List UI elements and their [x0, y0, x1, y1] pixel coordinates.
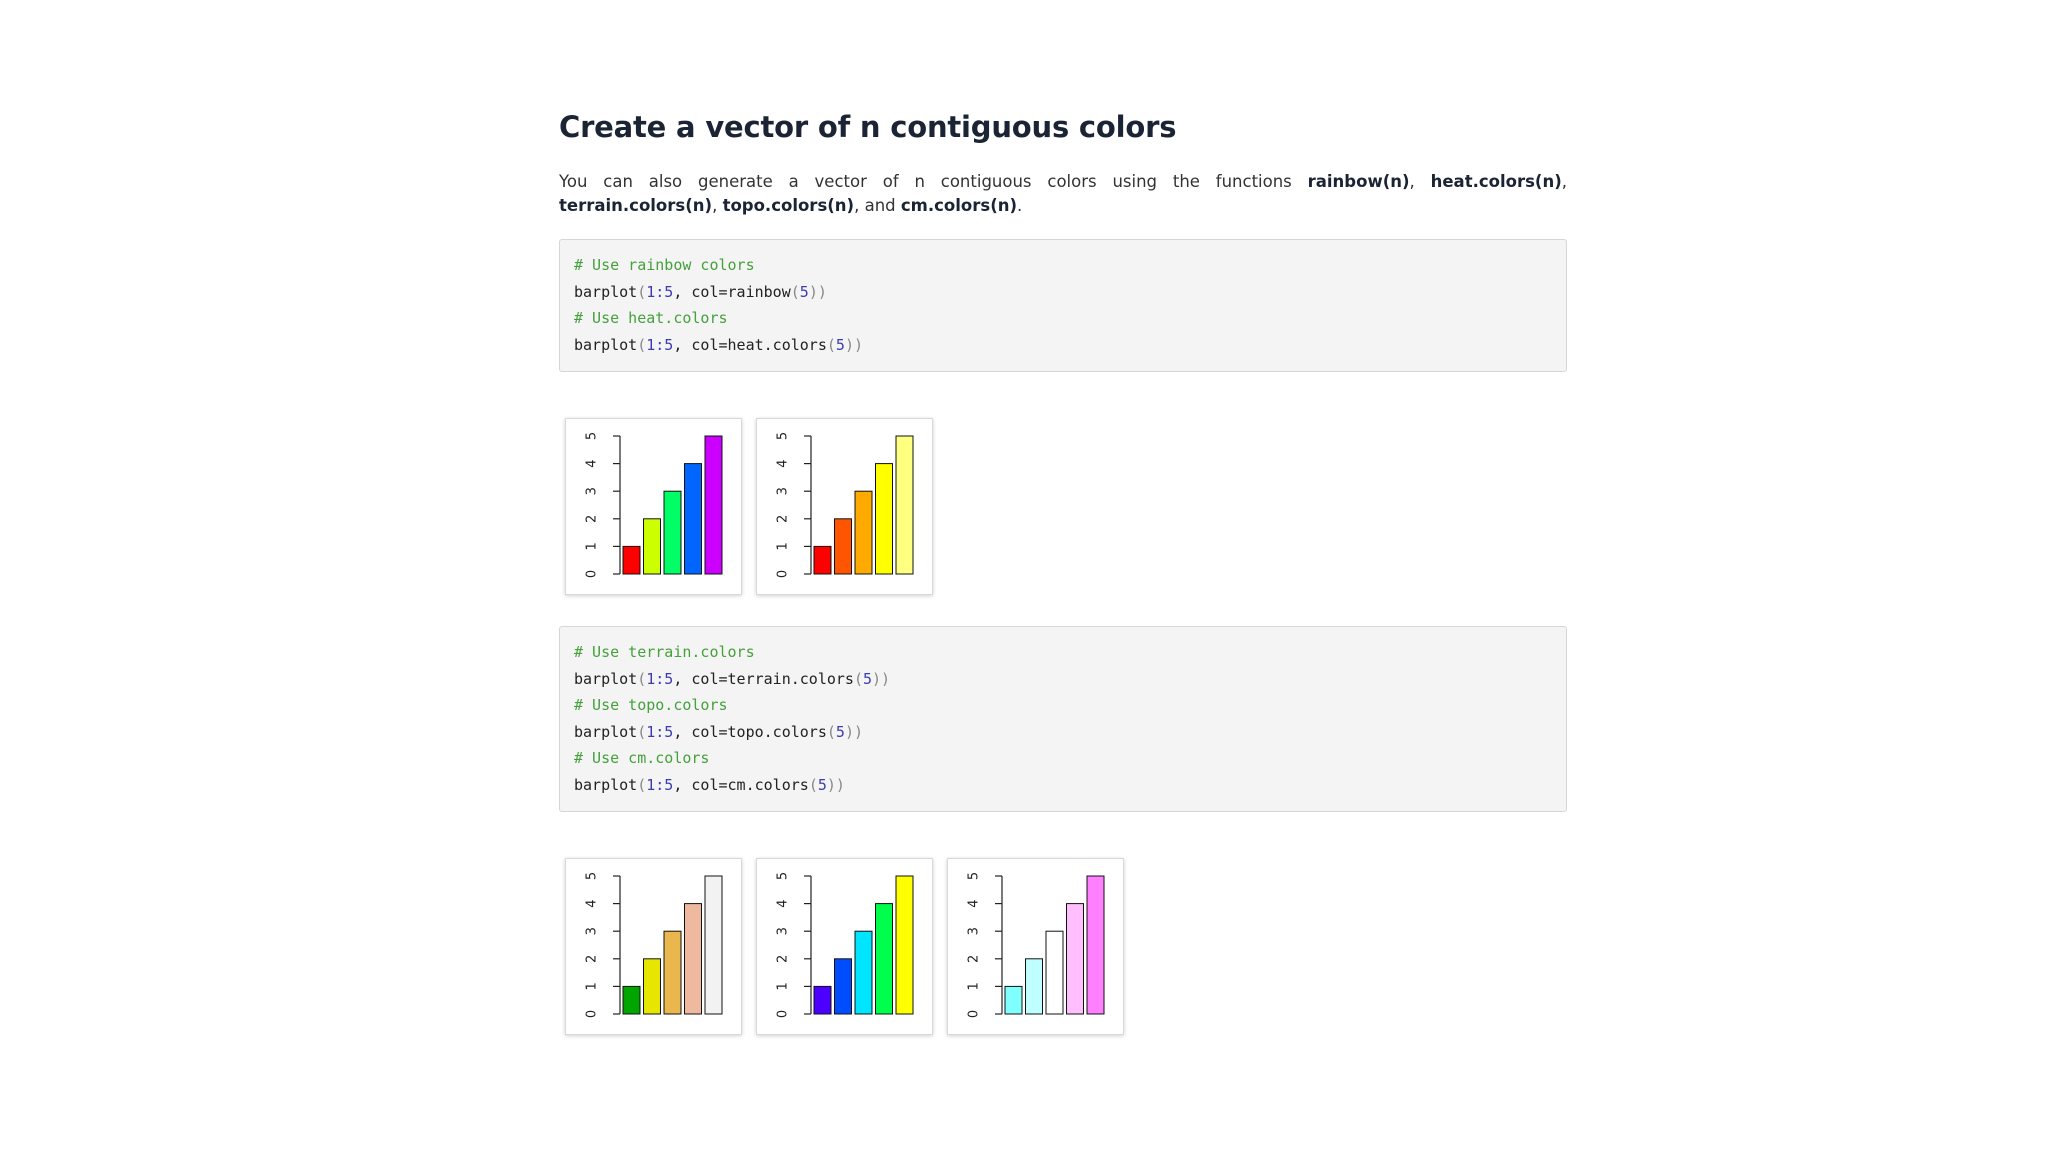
- plot-row-2: [565, 858, 1124, 1035]
- bar-5: [896, 436, 913, 574]
- article-section: [559, 108, 1567, 1019]
- barplot-svg: [757, 859, 932, 1034]
- code-line: [574, 776, 845, 794]
- code-number: 1:5: [646, 282, 674, 301]
- code-number: 1:5: [646, 722, 674, 741]
- bar-3: [1046, 931, 1063, 1014]
- fn-terrain-colors: terrain.colors(n): [559, 196, 713, 215]
- y-tick-label: 2: [966, 954, 982, 963]
- code-line: [574, 670, 890, 688]
- bar-2: [644, 519, 661, 574]
- code-paren: )): [844, 722, 863, 741]
- intro-separator: ,: [1561, 172, 1567, 191]
- bar-4: [1067, 904, 1084, 1014]
- fn-heat-colors: heat.colors(n): [1430, 172, 1562, 191]
- bar-5: [1087, 876, 1104, 1014]
- code-comment: # Use topo.colors: [574, 696, 728, 714]
- bar-5: [896, 876, 913, 1014]
- plot-cm-colors: [947, 858, 1124, 1035]
- y-tick-label: 2: [584, 514, 600, 523]
- code-paren: (: [637, 335, 647, 354]
- bar-4: [876, 464, 893, 574]
- y-tick-label: 1: [966, 982, 982, 991]
- code-number: 5: [799, 282, 809, 301]
- code-number: 1:5: [646, 335, 674, 354]
- bar-2: [835, 519, 852, 574]
- y-tick-label: 2: [775, 514, 791, 523]
- barplot-svg: [757, 419, 932, 594]
- code-number: 1:5: [646, 775, 674, 794]
- intro-end: .: [1017, 196, 1023, 215]
- intro-paragraph: [559, 170, 1567, 218]
- code-comment: # Use heat.colors: [574, 309, 728, 327]
- code-fn: barplot: [574, 282, 638, 301]
- code-paren: (: [637, 775, 647, 794]
- y-tick-label: 3: [775, 487, 791, 496]
- code-line: [574, 283, 827, 301]
- y-tick-label: 4: [966, 899, 982, 908]
- bar-1: [814, 986, 831, 1014]
- y-tick-label: 5: [775, 431, 791, 441]
- y-tick-label: 4: [775, 459, 791, 468]
- code-paren: )): [872, 669, 891, 688]
- intro-separator: ,: [712, 196, 723, 215]
- barplot-svg: [566, 859, 741, 1034]
- code-line: [574, 723, 863, 741]
- bar-1: [623, 986, 640, 1014]
- y-tick-label: 3: [966, 927, 982, 936]
- bar-1: [1005, 986, 1022, 1014]
- y-tick-label: 1: [584, 542, 600, 551]
- bar-5: [705, 436, 722, 574]
- code-paren: (: [826, 335, 836, 354]
- bar-3: [664, 491, 681, 574]
- code-arg: , col=: [673, 722, 728, 741]
- bar-4: [876, 904, 893, 1014]
- code-paren: (: [826, 722, 836, 741]
- code-colfn: topo.colors: [727, 722, 827, 741]
- y-tick-label: 4: [584, 459, 600, 468]
- fn-cm-colors: cm.colors(n): [900, 196, 1018, 215]
- code-colfn: terrain.colors: [727, 669, 854, 688]
- bar-2: [644, 959, 661, 1014]
- code-comment: # Use cm.colors: [574, 749, 710, 767]
- code-block-2[interactable]: [559, 626, 1567, 812]
- code-paren: )): [808, 282, 827, 301]
- code-arg: , col=: [673, 335, 728, 354]
- code-fn: barplot: [574, 335, 638, 354]
- section-title: Create a vector of n contiguous colors: [559, 110, 1177, 144]
- bar-3: [664, 931, 681, 1014]
- code-number: 5: [835, 335, 845, 354]
- y-tick-label: 0: [584, 1009, 600, 1019]
- bar-4: [685, 464, 702, 574]
- code-comment: # Use rainbow colors: [574, 256, 755, 274]
- intro-text: You can also generate a vector of n contiguous colors using the functions: [559, 172, 1308, 191]
- y-tick-label: 3: [584, 487, 600, 496]
- plot-terrain-colors: [565, 858, 742, 1035]
- bar-3: [855, 931, 872, 1014]
- y-tick-label: 4: [775, 899, 791, 908]
- code-comment: # Use terrain.colors: [574, 643, 755, 661]
- y-tick-label: 4: [584, 899, 600, 908]
- code-arg: , col=: [673, 282, 728, 301]
- y-tick-label: 3: [775, 927, 791, 936]
- y-tick-label: 0: [775, 569, 791, 579]
- y-tick-label: 1: [775, 542, 791, 551]
- code-colfn: rainbow: [727, 282, 791, 301]
- bar-4: [685, 904, 702, 1014]
- bar-2: [835, 959, 852, 1014]
- code-number: 5: [835, 722, 845, 741]
- code-colfn: heat.colors: [727, 335, 827, 354]
- intro-separator: , and: [854, 196, 901, 215]
- y-tick-label: 5: [966, 871, 982, 881]
- code-paren: (: [808, 775, 818, 794]
- y-tick-label: 1: [584, 982, 600, 991]
- y-tick-label: 5: [775, 871, 791, 881]
- code-paren: (: [637, 282, 647, 301]
- intro-separator: ,: [1409, 172, 1431, 191]
- y-tick-label: 5: [584, 431, 600, 441]
- bar-2: [1026, 959, 1043, 1014]
- code-paren: (: [637, 669, 647, 688]
- y-tick-label: 0: [584, 569, 600, 579]
- bar-3: [855, 491, 872, 574]
- code-number: 5: [863, 669, 873, 688]
- code-paren: )): [844, 335, 863, 354]
- code-number: 5: [817, 775, 827, 794]
- plot-topo-colors: [756, 858, 933, 1035]
- y-tick-label: 1: [775, 982, 791, 991]
- code-paren: (: [853, 669, 863, 688]
- y-tick-label: 5: [584, 871, 600, 881]
- code-paren: (: [637, 722, 647, 741]
- plot-row-1: [565, 418, 933, 595]
- fn-rainbow: rainbow(n): [1307, 172, 1410, 191]
- bar-1: [623, 546, 640, 574]
- code-line: [574, 336, 863, 354]
- y-tick-label: 0: [966, 1009, 982, 1019]
- code-paren: (: [790, 282, 800, 301]
- y-tick-label: 3: [584, 927, 600, 936]
- code-arg: , col=: [673, 669, 728, 688]
- code-block-1[interactable]: [559, 239, 1567, 372]
- bar-1: [814, 546, 831, 574]
- code-fn: barplot: [574, 775, 638, 794]
- y-tick-label: 0: [775, 1009, 791, 1019]
- plot-rainbow: [565, 418, 742, 595]
- barplot-svg: [566, 419, 741, 594]
- barplot-svg: [948, 859, 1123, 1034]
- code-colfn: cm.colors: [727, 775, 809, 794]
- code-fn: barplot: [574, 669, 638, 688]
- fn-topo-colors: topo.colors(n): [722, 196, 855, 215]
- code-number: 1:5: [646, 669, 674, 688]
- plot-heat-colors: [756, 418, 933, 595]
- y-tick-label: 2: [775, 954, 791, 963]
- code-arg: , col=: [673, 775, 728, 794]
- code-paren: )): [826, 775, 845, 794]
- y-tick-label: 2: [584, 954, 600, 963]
- bar-5: [705, 876, 722, 1014]
- code-fn: barplot: [574, 722, 638, 741]
